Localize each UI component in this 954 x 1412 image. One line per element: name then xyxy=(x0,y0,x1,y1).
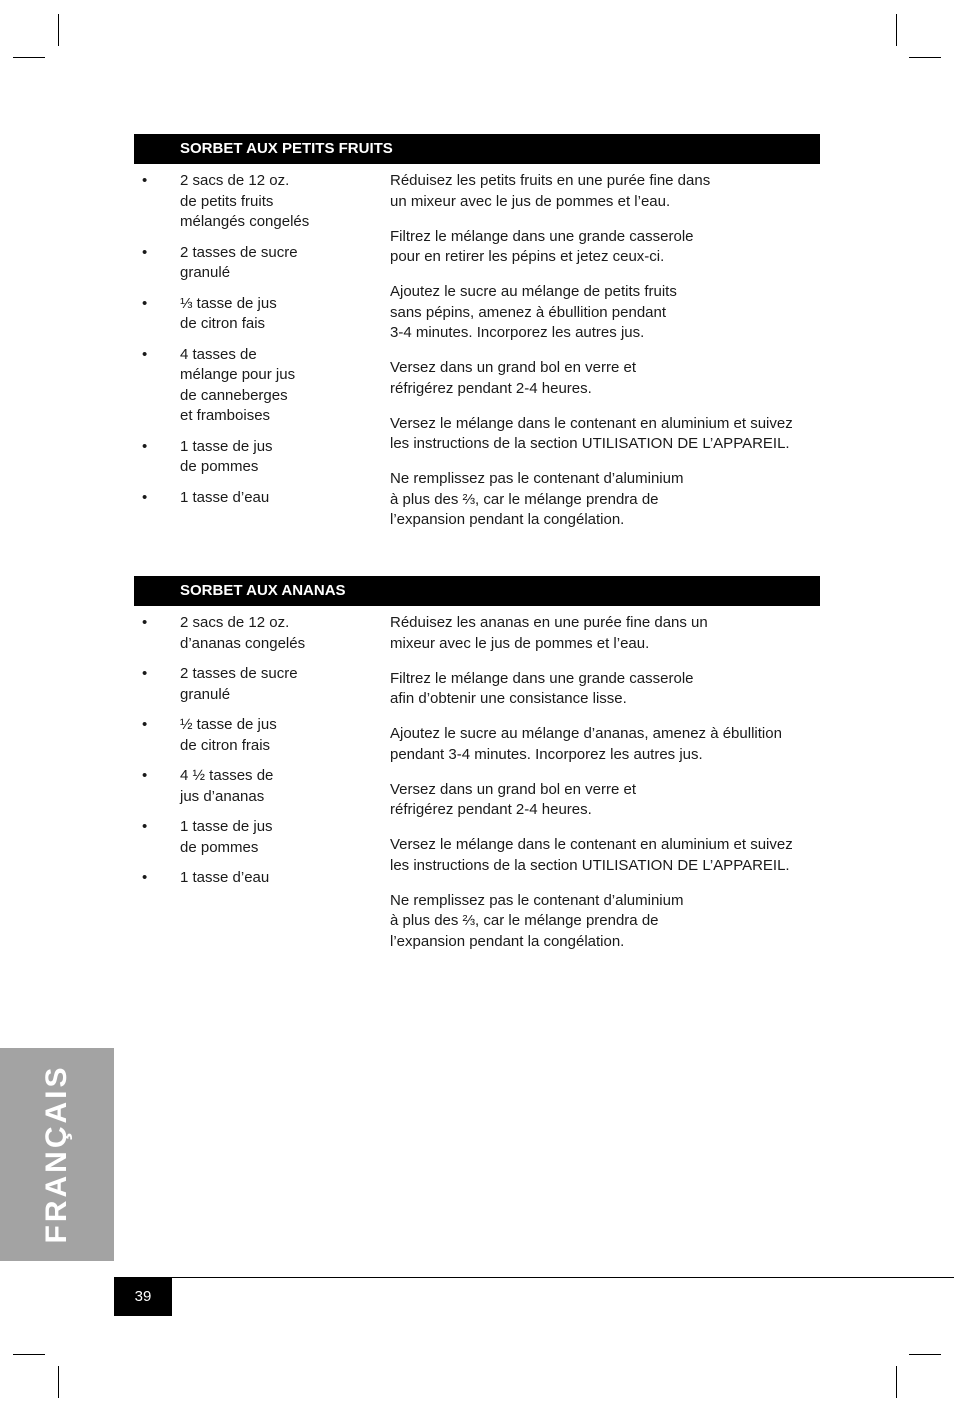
ingredient-item: • 2 tasses de sucre granulé xyxy=(134,243,374,284)
crop-mark xyxy=(909,57,941,58)
instruction-list xyxy=(390,613,830,967)
instruction-list xyxy=(390,171,830,545)
crop-mark xyxy=(58,1366,59,1398)
ingredient-item: • 1 tasse d’eau xyxy=(134,868,374,889)
instruction-step: Versez le mélange dans le contenant en aluminium et suivez les instructions de la section UTILISATION DE L’APPAREIL. xyxy=(390,414,793,452)
crop-mark xyxy=(58,14,59,46)
language-tab-label: FRANÇAIS xyxy=(40,1064,73,1244)
ingredient-item: • 2 sacs de 12 oz. d’ananas congelés xyxy=(134,613,374,654)
language-tab xyxy=(0,1048,114,1261)
ingredient-item: • 4 ½ tasses de jus d’ananas xyxy=(134,766,374,807)
instruction-step: Versez dans un grand bol en verre et réfrigérez pendant 2-4 heures. xyxy=(390,780,636,818)
ingredient-list xyxy=(134,171,374,518)
instruction-step: Filtrez le mélange dans une grande casserole pour en retirer les pépins et jetez ceux-ci. xyxy=(390,227,694,265)
instruction-step: Ajoutez le sucre au mélange de petits fruits sans pépins, amenez à ébullition pendant 3-4 minutes. Incorporez les autres jus. xyxy=(390,283,677,341)
footer-rule xyxy=(114,1277,954,1278)
instruction-step: Réduisez les petits fruits en une purée fine dans un mixeur avec le jus de pommes et l’eau. xyxy=(390,172,711,210)
ingredient-item: • 2 tasses de sucre granulé xyxy=(134,664,374,705)
instruction-step: Réduisez les ananas en une purée fine dans un mixeur avec le jus de pommes et l’eau. xyxy=(390,614,708,652)
crop-mark xyxy=(896,1366,897,1398)
ingredient-item: • 1 tasse de jus de pommes xyxy=(134,817,374,858)
crop-mark xyxy=(13,57,45,58)
instruction-step: Ne remplissez pas le contenant d’aluminium à plus des ⅔, car le mélange prendra de l’expansion pendant la congélation. xyxy=(390,470,684,528)
crop-mark xyxy=(909,1354,941,1355)
ingredient-list xyxy=(134,613,374,899)
recipe-title: SORBET AUX PETITS FRUITS xyxy=(134,134,820,164)
page-number: 39 xyxy=(114,1278,172,1316)
crop-mark xyxy=(13,1354,45,1355)
instruction-step: Filtrez le mélange dans une grande casserole afin d’obtenir une consistance lisse. xyxy=(390,669,694,707)
ingredient-item: • 2 sacs de 12 oz. de petits fruits mélangés congelés xyxy=(134,171,374,233)
ingredient-item: • 1 tasse d’eau xyxy=(134,488,374,509)
recipe-section xyxy=(134,134,820,528)
ingredient-item: • 4 tasses de mélange pour jus de canneberges et framboises xyxy=(134,345,374,427)
recipe-section xyxy=(134,576,820,950)
ingredient-item: • 1 tasse de jus de pommes xyxy=(134,437,374,478)
instruction-step: Ajoutez le sucre au mélange d’ananas, amenez à ébullition pendant 3-4 minutes. Incorporez les autres jus. xyxy=(390,725,782,763)
recipe-title: SORBET AUX ANANAS xyxy=(134,576,820,606)
instruction-step: Ne remplissez pas le contenant d’aluminium à plus des ⅔, car le mélange prendra de l’expansion pendant la congélation. xyxy=(390,891,684,950)
ingredient-item: • ⅓ tasse de jus de citron fais xyxy=(134,294,374,335)
ingredient-item: • ½ tasse de jus de citron frais xyxy=(134,715,374,756)
instruction-step: Versez le mélange dans le contenant en aluminium et suivez les instructions de la section UTILISATION DE L’APPAREIL. xyxy=(390,836,793,874)
instruction-step: Versez dans un grand bol en verre et réfrigérez pendant 2-4 heures. xyxy=(390,359,636,397)
crop-mark xyxy=(896,14,897,46)
